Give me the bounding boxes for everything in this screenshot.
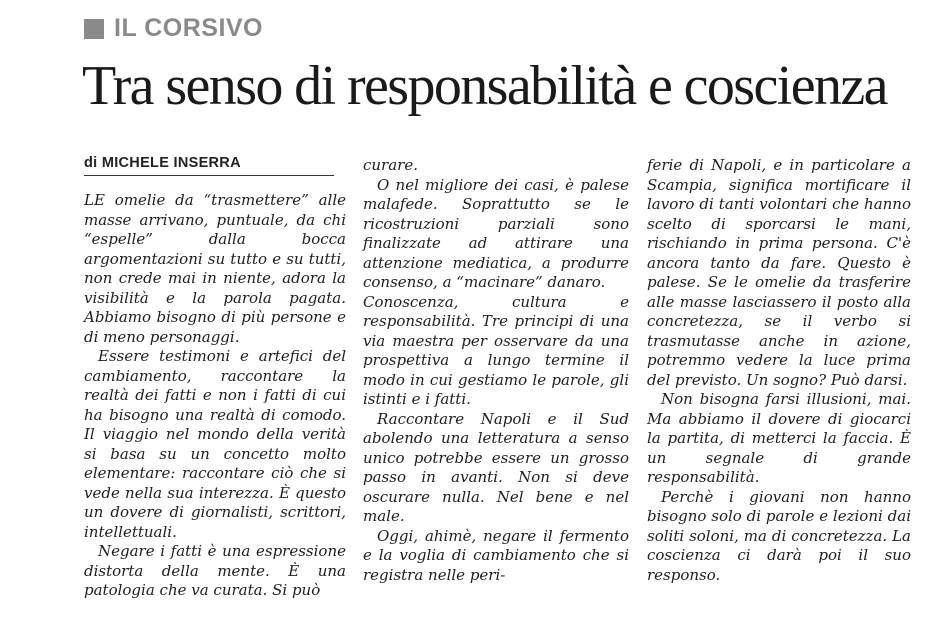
section-kicker [84, 14, 263, 43]
section-label: IL CORSIVO [114, 14, 264, 42]
paragraph: Oggi, ahimè, negare il fermento e la voglia di cambiamento che si registra nelle peri- [363, 526, 629, 584]
paragraph: Perchè i giovani non hanno bisogno solo di parole e lezioni dai soliti soloni, ma di concretezza. La coscienza ci darà poi il suo responso. [647, 487, 911, 584]
paragraph: O nel migliore dei casi, è palese malafede. Soprattutto se le ricostruzioni parziali sono finalizzate ad attirare una attenzione mediatica, a produrre consenso, a “macinare” danaro. [363, 175, 629, 291]
article-column-3 [647, 156, 911, 585]
paragraph: Negare i fatti è una espressione distorta della mente. È una patologia che va curata. Si può [84, 542, 346, 599]
article-headline: Tra senso di responsabilità e coscienza [82, 55, 887, 117]
article-column-2 [363, 156, 629, 585]
byline: di MICHELE INSERRA [84, 155, 334, 176]
paragraph: Conoscenza, cultura e responsabilità. Tre principi di una via maestra per osservare da una prospettiva a lungo termine il modo in cui gestiamo le parole, gli istinti e i fatti. [363, 292, 629, 408]
article-column-1 [84, 191, 346, 601]
paragraph: Raccontare Napoli e il Sud abolendo una letteratura a senso unico potrebbe essere un grosso passo in avanti. Non si deve oscurare nulla. Nel bene e nel male. [363, 409, 629, 525]
paragraph: Essere testimoni e artefici del cambiamento, raccontare la realtà dei fatti e non i fatti di cui ha bisogno una realtà di comodo. Il viaggio nel mondo della verità si basa su un concetto molto elementare: raccontare ciò che si vede nella sua interezza. È questo un dovere di giornalisti, scrittori, intellettuali. [84, 347, 346, 541]
paragraph: Non bisogna farsi illusioni, mai. Ma abbiamo il dovere di giocarci la partita, di metterci la faccia. È un segnale di grande responsabilità. [647, 390, 911, 486]
paragraph: LE omelie da “trasmettere” alle masse arrivano, puntuale, da chi “espelle” dalla bocca argomentazioni su tutto e su tutti, non crede mai in niente, adora la visibilità e la parola pagata. Abbiamo bisogno di più persone e di meno personaggi. [84, 191, 346, 346]
paragraph: ferie di Napoli, e in particolare a Scampia, significa mortificare il lavoro di tanti volontari che hanno scelto di sporcarsi le mani, rischiando in prima persona. C'è ancora tanto da fare. Questo è palese. Se le omelie da trasferire alle masse lasciassero il posto alla concretezza, se il verbo si trasmutasse anche in azione, potremmo vedere la luce prima del previsto. Un sogno? Può darsi. [647, 156, 911, 389]
kicker-square-icon [84, 19, 104, 39]
paragraph: curare. [363, 156, 418, 174]
